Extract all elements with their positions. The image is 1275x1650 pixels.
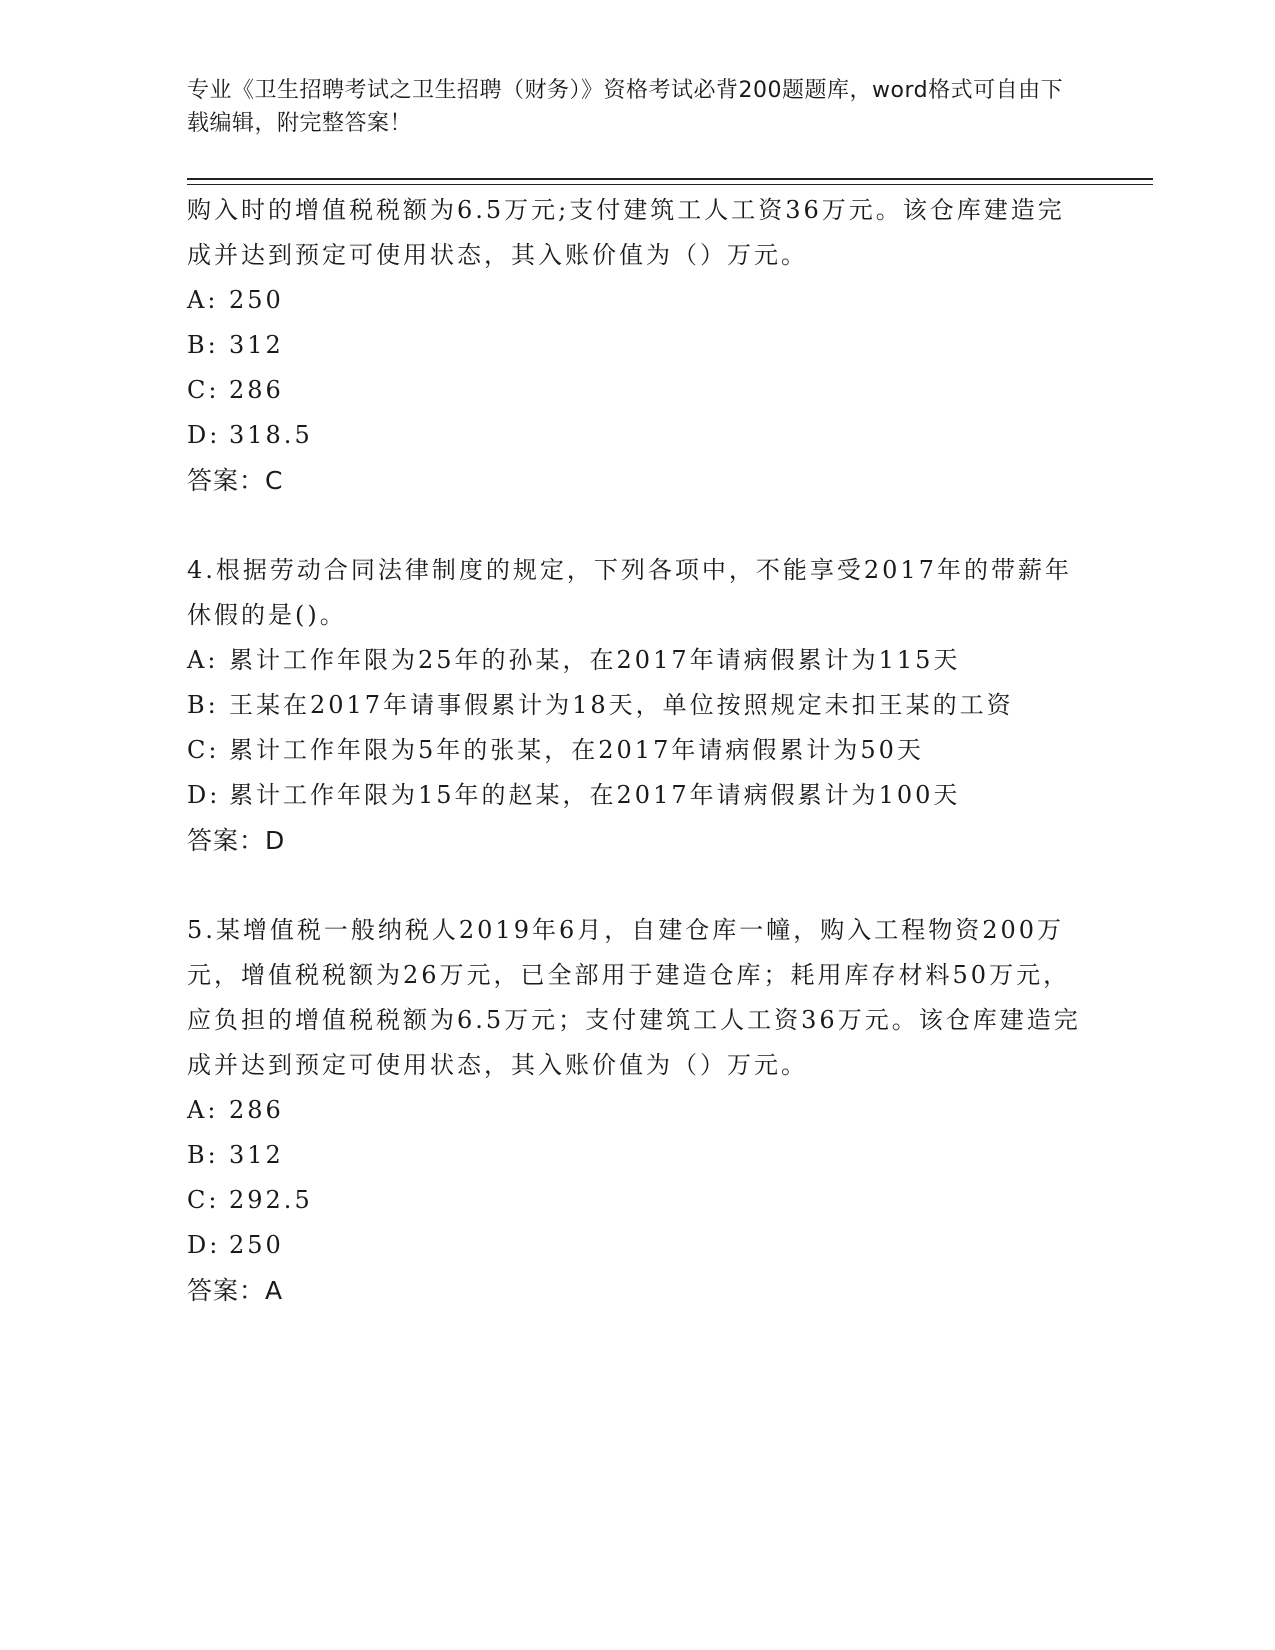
- option-a: [187, 638, 1087, 683]
- option-b: [187, 323, 1087, 368]
- answer-line: 答案：D: [187, 826, 286, 855]
- option-text: 累计工作年限为25年的孙某，在2017年请病假累计为115天: [229, 646, 961, 674]
- option-text: 286: [229, 376, 284, 404]
- option-letter: D:: [187, 1231, 221, 1259]
- option-text: 318.5: [229, 421, 313, 449]
- option-letter: A:: [187, 286, 219, 314]
- spacer: [187, 863, 1087, 908]
- document-body: [187, 188, 1087, 1313]
- question-text: 购入时的增值税税额为6.5万元;支付建筑工人工资36万元。该仓库建造完成并达到预定可使用状态，其入账价值为（）万元。: [187, 196, 1065, 269]
- option-a: [187, 278, 1087, 323]
- option-letter: C:: [187, 1186, 220, 1214]
- option-text: 250: [229, 286, 284, 314]
- option-letter: D:: [187, 421, 221, 449]
- header-divider-thin: [187, 184, 1153, 185]
- option-b: [187, 1133, 1087, 1178]
- header-divider-thick: [187, 178, 1153, 180]
- option-text: 250: [229, 1231, 284, 1259]
- option-c: [187, 728, 1087, 773]
- question-block: [187, 908, 1087, 1313]
- option-letter: B:: [187, 691, 219, 719]
- option-text: 312: [229, 331, 284, 359]
- option-letter: C:: [187, 376, 220, 404]
- option-text: 312: [229, 1141, 284, 1169]
- option-d: [187, 413, 1087, 458]
- option-letter: C:: [187, 736, 220, 764]
- option-d: [187, 773, 1087, 818]
- option-letter: B:: [187, 331, 219, 359]
- option-letter: D:: [187, 781, 221, 809]
- question-block: [187, 188, 1087, 503]
- document-header: 专业《卫生招聘考试之卫生招聘（财务）》资格考试必背200题题库，word格式可自由下载编辑，附完整答案！: [187, 78, 1064, 136]
- answer-line: 答案：C: [187, 466, 284, 495]
- option-text: 累计工作年限为15年的赵某，在2017年请病假累计为100天: [229, 781, 961, 809]
- question-block: [187, 548, 1087, 863]
- question-text: 4.根据劳动合同法律制度的规定，下列各项中，不能享受2017年的带薪年休假的是()。: [187, 556, 1072, 629]
- option-b: [187, 683, 1087, 728]
- question-text: 5.某增值税一般纳税人2019年6月，自建仓库一幢，购入工程物资200万元，增值税税额为26万元，已全部用于建造仓库；耗用库存材料50万元，应负担的增值税税额为6.5万元；支付建筑工人工资36万元。该仓库建造完成并达到预定可使用状态，其入账价值为（）万元。: [187, 916, 1081, 1079]
- option-text: 累计工作年限为5年的张某，在2017年请病假累计为50天: [229, 736, 924, 764]
- option-c: [187, 368, 1087, 413]
- option-c: [187, 1178, 1087, 1223]
- option-text: 王某在2017年请事假累计为18天，单位按照规定未扣王某的工资: [229, 691, 1014, 719]
- option-text: 292.5: [229, 1186, 313, 1214]
- option-letter: B:: [187, 1141, 219, 1169]
- spacer: [187, 503, 1087, 548]
- answer-line: 答案：A: [187, 1276, 284, 1305]
- option-text: 286: [229, 1096, 284, 1124]
- option-d: [187, 1223, 1087, 1268]
- option-letter: A:: [187, 646, 219, 674]
- option-letter: A:: [187, 1096, 219, 1124]
- option-a: [187, 1088, 1087, 1133]
